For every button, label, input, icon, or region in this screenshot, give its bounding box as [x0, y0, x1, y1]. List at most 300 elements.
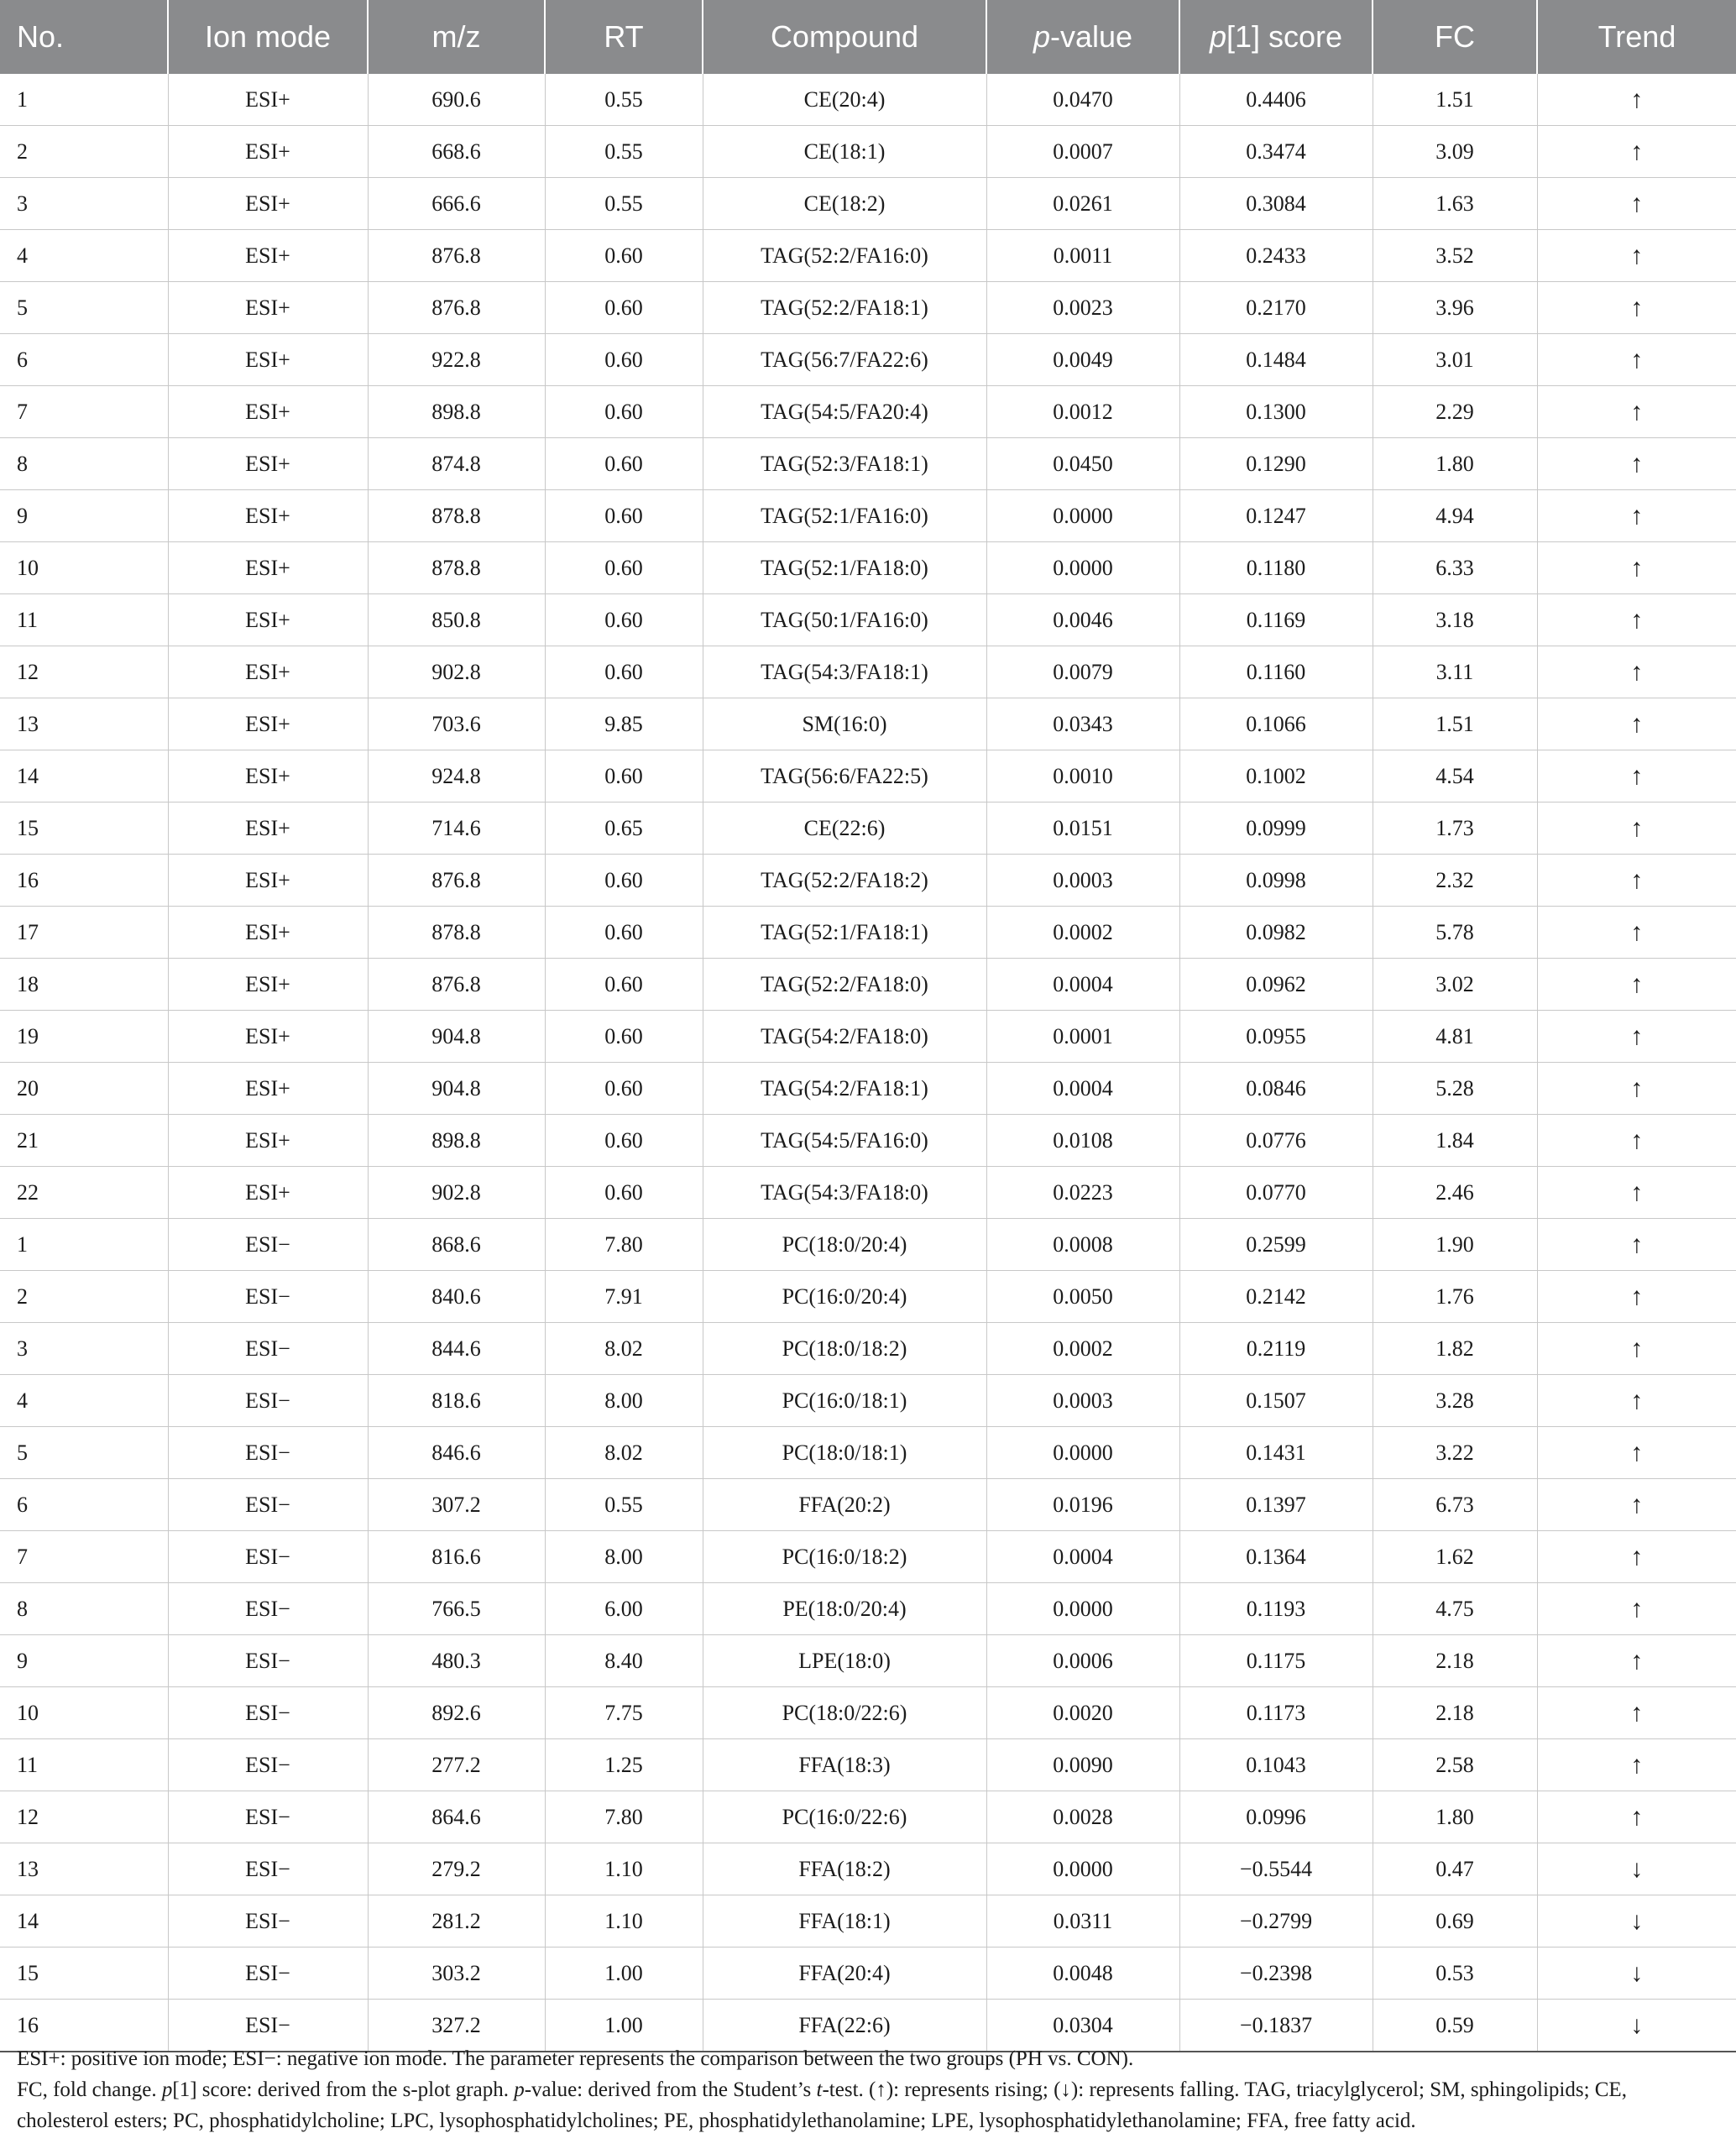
cell-trend: ↑ [1537, 698, 1736, 750]
cell-ion-mode: ESI+ [168, 594, 368, 646]
cell-p-value: 0.0000 [986, 490, 1179, 542]
cell-rt: 0.55 [545, 126, 703, 178]
header-fc-label: FC [1435, 19, 1475, 54]
header-p1-score-italic: p [1209, 19, 1226, 54]
cell-ion-mode: ESI− [168, 1531, 368, 1583]
cell-rt: 0.60 [545, 438, 703, 490]
cell-p1-score: 0.1002 [1179, 750, 1373, 803]
cell-rt: 8.00 [545, 1531, 703, 1583]
cell-no: 2 [0, 126, 168, 178]
cell-p-value: 0.0079 [986, 646, 1179, 698]
cell-p-value: 0.0050 [986, 1271, 1179, 1323]
cell-fc: 0.59 [1373, 2000, 1537, 2052]
cell-p1-score: −0.2799 [1179, 1895, 1373, 1947]
table-row [0, 1063, 1736, 1115]
cell-mz: 892.6 [368, 1687, 545, 1739]
cell-ion-mode: ESI+ [168, 1115, 368, 1167]
cell-trend: ↑ [1537, 1739, 1736, 1791]
cell-rt: 9.85 [545, 698, 703, 750]
cell-trend: ↑ [1537, 334, 1736, 386]
cell-ion-mode: ESI− [168, 1583, 368, 1635]
cell-trend: ↑ [1537, 750, 1736, 803]
cell-p-value: 0.0002 [986, 1323, 1179, 1375]
cell-compound: TAG(54:3/FA18:0) [703, 1167, 986, 1219]
cell-fc: 3.11 [1373, 646, 1537, 698]
cell-fc: 0.69 [1373, 1895, 1537, 1947]
cell-no: 2 [0, 1271, 168, 1323]
cell-p-value: 0.0011 [986, 230, 1179, 282]
cell-mz: 922.8 [368, 334, 545, 386]
cell-ion-mode: ESI− [168, 1271, 368, 1323]
cell-fc: 1.80 [1373, 1791, 1537, 1843]
cell-trend: ↑ [1537, 1219, 1736, 1271]
cell-p-value: 0.0012 [986, 386, 1179, 438]
header-rt [545, 0, 703, 74]
cell-rt: 0.60 [545, 1063, 703, 1115]
cell-ion-mode: ESI− [168, 1947, 368, 2000]
cell-p-value: 0.0090 [986, 1739, 1179, 1791]
cell-trend: ↑ [1537, 1687, 1736, 1739]
cell-ion-mode: ESI+ [168, 282, 368, 334]
cell-trend: ↑ [1537, 1115, 1736, 1167]
cell-compound: PC(16:0/18:2) [703, 1531, 986, 1583]
cell-compound: PE(18:0/20:4) [703, 1583, 986, 1635]
cell-rt: 0.60 [545, 594, 703, 646]
cell-p1-score: 0.4406 [1179, 74, 1373, 126]
cell-rt: 1.10 [545, 1843, 703, 1895]
cell-p-value: 0.0003 [986, 855, 1179, 907]
cell-mz: 904.8 [368, 1063, 545, 1115]
cell-p1-score: 0.0982 [1179, 907, 1373, 959]
cell-rt: 0.55 [545, 1479, 703, 1531]
cell-mz: 690.6 [368, 74, 545, 126]
footnote-segment: [1] score: derived from the s-plot graph. [172, 2078, 515, 2101]
cell-mz: 668.6 [368, 126, 545, 178]
cell-ion-mode: ESI− [168, 1375, 368, 1427]
table-row [0, 907, 1736, 959]
cell-p-value: 0.0002 [986, 907, 1179, 959]
cell-rt: 0.55 [545, 74, 703, 126]
cell-p1-score: 0.1169 [1179, 594, 1373, 646]
cell-no: 11 [0, 594, 168, 646]
footnote-segment: p [161, 2078, 173, 2101]
cell-trend: ↑ [1537, 1479, 1736, 1531]
cell-no: 11 [0, 1739, 168, 1791]
cell-ion-mode: ESI+ [168, 959, 368, 1011]
cell-no: 1 [0, 1219, 168, 1271]
table-row [0, 230, 1736, 282]
cell-mz: 864.6 [368, 1791, 545, 1843]
cell-compound: PC(18:0/20:4) [703, 1219, 986, 1271]
cell-trend: ↑ [1537, 803, 1736, 855]
cell-fc: 3.28 [1373, 1375, 1537, 1427]
table-row [0, 646, 1736, 698]
cell-compound: TAG(54:2/FA18:0) [703, 1011, 986, 1063]
cell-trend: ↑ [1537, 282, 1736, 334]
cell-compound: PC(18:0/18:2) [703, 1323, 986, 1375]
cell-fc: 1.73 [1373, 803, 1537, 855]
cell-no: 22 [0, 1167, 168, 1219]
cell-p-value: 0.0049 [986, 334, 1179, 386]
cell-ion-mode: ESI− [168, 1843, 368, 1895]
cell-ion-mode: ESI+ [168, 230, 368, 282]
cell-no: 15 [0, 1947, 168, 2000]
header-mz-label: m/z [431, 19, 481, 54]
table-body [0, 74, 1736, 2052]
cell-p1-score: 0.1300 [1179, 386, 1373, 438]
cell-rt: 7.91 [545, 1271, 703, 1323]
cell-fc: 1.90 [1373, 1219, 1537, 1271]
cell-rt: 7.80 [545, 1791, 703, 1843]
cell-compound: CE(18:1) [703, 126, 986, 178]
cell-trend: ↑ [1537, 126, 1736, 178]
cell-trend: ↑ [1537, 594, 1736, 646]
cell-fc: 3.02 [1373, 959, 1537, 1011]
cell-fc: 1.63 [1373, 178, 1537, 230]
cell-p1-score: 0.2142 [1179, 1271, 1373, 1323]
cell-ion-mode: ESI+ [168, 907, 368, 959]
header-ion-mode-label: Ion mode [204, 19, 332, 54]
cell-no: 6 [0, 1479, 168, 1531]
cell-trend: ↑ [1537, 1375, 1736, 1427]
cell-trend: ↓ [1537, 1895, 1736, 1947]
cell-ion-mode: ESI+ [168, 803, 368, 855]
cell-rt: 0.60 [545, 230, 703, 282]
cell-trend: ↑ [1537, 230, 1736, 282]
cell-compound: LPE(18:0) [703, 1635, 986, 1687]
cell-p-value: 0.0003 [986, 1375, 1179, 1427]
footnote-abbreviations [17, 2074, 1721, 2136]
cell-fc: 2.32 [1373, 855, 1537, 907]
cell-compound: TAG(52:1/FA16:0) [703, 490, 986, 542]
cell-no: 13 [0, 698, 168, 750]
cell-p-value: 0.0108 [986, 1115, 1179, 1167]
cell-ion-mode: ESI− [168, 1687, 368, 1739]
cell-mz: 924.8 [368, 750, 545, 803]
cell-mz: 327.2 [368, 2000, 545, 2052]
cell-p1-score: 0.0998 [1179, 855, 1373, 907]
cell-fc: 2.58 [1373, 1739, 1537, 1791]
footnote-segment: FC, fold change. [17, 2078, 162, 2101]
cell-p-value: 0.0007 [986, 126, 1179, 178]
cell-ion-mode: ESI− [168, 1219, 368, 1271]
cell-trend: ↑ [1537, 1583, 1736, 1635]
table-row [0, 1583, 1736, 1635]
cell-fc: 2.46 [1373, 1167, 1537, 1219]
table-row [0, 490, 1736, 542]
cell-mz: 904.8 [368, 1011, 545, 1063]
cell-compound: PC(18:0/18:1) [703, 1427, 986, 1479]
footnote-segment: -test. (↑): represents rising; (↓): represents falling. TAG, triacylglycerol; SM, sphingolipids; CE, cholesterol esters; PC, phosphatidylcholine; LPC, lysophosphatidylcholines; PE, phosphatidylethanolamine; LPE, lysophosphatidylethanolamine; FFA, free fatty acid. [17, 2078, 1627, 2132]
cell-fc: 1.62 [1373, 1531, 1537, 1583]
cell-p1-score: 0.2119 [1179, 1323, 1373, 1375]
table-row [0, 1219, 1736, 1271]
cell-p1-score: 0.2170 [1179, 282, 1373, 334]
cell-compound: CE(22:6) [703, 803, 986, 855]
table-row [0, 74, 1736, 126]
cell-compound: FFA(18:1) [703, 1895, 986, 1947]
cell-no: 17 [0, 907, 168, 959]
cell-fc: 4.75 [1373, 1583, 1537, 1635]
cell-trend: ↑ [1537, 438, 1736, 490]
header-p1-score [1179, 0, 1373, 74]
cell-ion-mode: ESI− [168, 1739, 368, 1791]
cell-ion-mode: ESI+ [168, 1167, 368, 1219]
cell-p-value: 0.0000 [986, 1583, 1179, 1635]
cell-rt: 0.60 [545, 750, 703, 803]
cell-p-value: 0.0343 [986, 698, 1179, 750]
cell-trend: ↑ [1537, 907, 1736, 959]
cell-mz: 898.8 [368, 1115, 545, 1167]
cell-p1-score: 0.1507 [1179, 1375, 1373, 1427]
cell-fc: 3.96 [1373, 282, 1537, 334]
cell-trend: ↑ [1537, 1063, 1736, 1115]
cell-ion-mode: ESI− [168, 1479, 368, 1531]
cell-fc: 2.18 [1373, 1635, 1537, 1687]
cell-fc: 2.18 [1373, 1687, 1537, 1739]
cell-trend: ↑ [1537, 1011, 1736, 1063]
table-row [0, 282, 1736, 334]
cell-compound: FFA(22:6) [703, 2000, 986, 2052]
cell-rt: 0.60 [545, 386, 703, 438]
cell-trend: ↑ [1537, 855, 1736, 907]
cell-compound: TAG(50:1/FA16:0) [703, 594, 986, 646]
cell-ion-mode: ESI− [168, 1635, 368, 1687]
cell-no: 14 [0, 750, 168, 803]
cell-p1-score: 0.1290 [1179, 438, 1373, 490]
cell-no: 8 [0, 1583, 168, 1635]
table-row [0, 1843, 1736, 1895]
cell-trend: ↓ [1537, 1947, 1736, 2000]
cell-p1-score: 0.1364 [1179, 1531, 1373, 1583]
footnote-segment: -value: derived from the Student’s [524, 2078, 817, 2101]
cell-compound: TAG(56:7/FA22:6) [703, 334, 986, 386]
table-row [0, 178, 1736, 230]
cell-mz: 878.8 [368, 542, 545, 594]
cell-no: 9 [0, 1635, 168, 1687]
cell-rt: 8.00 [545, 1375, 703, 1427]
cell-mz: 876.8 [368, 855, 545, 907]
cell-no: 7 [0, 386, 168, 438]
cell-no: 5 [0, 1427, 168, 1479]
table-row [0, 1375, 1736, 1427]
cell-fc: 3.22 [1373, 1427, 1537, 1479]
cell-rt: 1.25 [545, 1739, 703, 1791]
cell-p1-score: −0.2398 [1179, 1947, 1373, 2000]
cell-rt: 8.40 [545, 1635, 703, 1687]
cell-trend: ↓ [1537, 1843, 1736, 1895]
cell-mz: 840.6 [368, 1271, 545, 1323]
cell-p1-score: −0.1837 [1179, 2000, 1373, 2052]
cell-mz: 876.8 [368, 959, 545, 1011]
cell-rt: 0.60 [545, 1167, 703, 1219]
cell-mz: 281.2 [368, 1895, 545, 1947]
cell-p1-score: 0.1173 [1179, 1687, 1373, 1739]
cell-p-value: 0.0261 [986, 178, 1179, 230]
cell-trend: ↑ [1537, 1427, 1736, 1479]
cell-ion-mode: ESI+ [168, 646, 368, 698]
cell-mz: 902.8 [368, 1167, 545, 1219]
cell-mz: 874.8 [368, 438, 545, 490]
cell-mz: 277.2 [368, 1739, 545, 1791]
cell-mz: 876.8 [368, 282, 545, 334]
cell-fc: 1.82 [1373, 1323, 1537, 1375]
cell-p1-score: 0.1180 [1179, 542, 1373, 594]
table-row [0, 1895, 1736, 1947]
header-p-value-label: -value [1049, 19, 1133, 54]
cell-p1-score: 0.0955 [1179, 1011, 1373, 1063]
header-mz [368, 0, 545, 74]
cell-p1-score: 0.0999 [1179, 803, 1373, 855]
cell-p-value: 0.0008 [986, 1219, 1179, 1271]
cell-compound: PC(18:0/22:6) [703, 1687, 986, 1739]
footnote-ion-mode: ESI+: positive ion mode; ESI−: negative ion mode. The parameter represents the comparison between the two groups (PH vs. CON). [17, 2047, 1134, 2070]
cell-p1-score: 0.0996 [1179, 1791, 1373, 1843]
cell-p-value: 0.0000 [986, 1427, 1179, 1479]
cell-fc: 3.52 [1373, 230, 1537, 282]
cell-no: 14 [0, 1895, 168, 1947]
cell-rt: 8.02 [545, 1427, 703, 1479]
cell-trend: ↑ [1537, 1323, 1736, 1375]
table-row [0, 126, 1736, 178]
cell-trend: ↑ [1537, 542, 1736, 594]
table-row [0, 1947, 1736, 2000]
cell-no: 18 [0, 959, 168, 1011]
table-row [0, 1635, 1736, 1687]
cell-mz: 279.2 [368, 1843, 545, 1895]
cell-p-value: 0.0004 [986, 1063, 1179, 1115]
cell-no: 6 [0, 334, 168, 386]
header-no [0, 0, 168, 74]
cell-p1-score: 0.1193 [1179, 1583, 1373, 1635]
footnote-segment: p [514, 2078, 525, 2101]
table-row [0, 386, 1736, 438]
cell-ion-mode: ESI+ [168, 750, 368, 803]
cell-mz: 816.6 [368, 1531, 545, 1583]
cell-no: 16 [0, 2000, 168, 2052]
cell-ion-mode: ESI+ [168, 542, 368, 594]
table-row [0, 1167, 1736, 1219]
cell-ion-mode: ESI− [168, 2000, 368, 2052]
cell-rt: 0.55 [545, 178, 703, 230]
cell-ion-mode: ESI+ [168, 1063, 368, 1115]
cell-trend: ↑ [1537, 1271, 1736, 1323]
cell-rt: 6.00 [545, 1583, 703, 1635]
cell-fc: 6.33 [1373, 542, 1537, 594]
cell-compound: TAG(52:2/FA18:0) [703, 959, 986, 1011]
header-p-value [986, 0, 1179, 74]
cell-fc: 1.80 [1373, 438, 1537, 490]
table-row [0, 594, 1736, 646]
table-row [0, 1011, 1736, 1063]
table-row [0, 855, 1736, 907]
cell-trend: ↑ [1537, 490, 1736, 542]
cell-fc: 5.28 [1373, 1063, 1537, 1115]
cell-ion-mode: ESI+ [168, 126, 368, 178]
cell-trend: ↑ [1537, 646, 1736, 698]
cell-p-value: 0.0001 [986, 1011, 1179, 1063]
cell-p1-score: 0.3474 [1179, 126, 1373, 178]
table-row [0, 1271, 1736, 1323]
table-row [0, 698, 1736, 750]
cell-no: 10 [0, 542, 168, 594]
cell-mz: 878.8 [368, 490, 545, 542]
cell-rt: 0.60 [545, 334, 703, 386]
table-row [0, 1687, 1736, 1739]
cell-compound: PC(16:0/22:6) [703, 1791, 986, 1843]
cell-ion-mode: ESI+ [168, 855, 368, 907]
cell-p-value: 0.0223 [986, 1167, 1179, 1219]
cell-trend: ↑ [1537, 386, 1736, 438]
cell-p1-score: 0.2599 [1179, 1219, 1373, 1271]
cell-mz: 898.8 [368, 386, 545, 438]
cell-rt: 1.00 [545, 2000, 703, 2052]
cell-trend: ↑ [1537, 1531, 1736, 1583]
table-row [0, 1323, 1736, 1375]
cell-p-value: 0.0023 [986, 282, 1179, 334]
cell-compound: FFA(20:4) [703, 1947, 986, 2000]
cell-mz: 480.3 [368, 1635, 545, 1687]
cell-p1-score: 0.3084 [1179, 178, 1373, 230]
table-row [0, 334, 1736, 386]
cell-no: 8 [0, 438, 168, 490]
table-row [0, 1479, 1736, 1531]
cell-p1-score: 0.0776 [1179, 1115, 1373, 1167]
cell-trend: ↑ [1537, 74, 1736, 126]
cell-p-value: 0.0020 [986, 1687, 1179, 1739]
cell-compound: TAG(52:2/FA16:0) [703, 230, 986, 282]
cell-p1-score: 0.1043 [1179, 1739, 1373, 1791]
cell-fc: 1.76 [1373, 1271, 1537, 1323]
cell-rt: 0.65 [545, 803, 703, 855]
table-row [0, 438, 1736, 490]
table-row [0, 1791, 1736, 1843]
cell-p-value: 0.0004 [986, 959, 1179, 1011]
cell-mz: 818.6 [368, 1375, 545, 1427]
cell-compound: FFA(18:3) [703, 1739, 986, 1791]
cell-mz: 303.2 [368, 1947, 545, 2000]
cell-ion-mode: ESI+ [168, 1011, 368, 1063]
cell-mz: 902.8 [368, 646, 545, 698]
cell-p1-score: 0.1484 [1179, 334, 1373, 386]
cell-p1-score: 0.0770 [1179, 1167, 1373, 1219]
cell-rt: 0.60 [545, 282, 703, 334]
table-row [0, 1739, 1736, 1791]
cell-ion-mode: ESI− [168, 1791, 368, 1843]
cell-p1-score: 0.1066 [1179, 698, 1373, 750]
cell-ion-mode: ESI− [168, 1323, 368, 1375]
cell-fc: 6.73 [1373, 1479, 1537, 1531]
cell-p-value: 0.0470 [986, 74, 1179, 126]
cell-trend: ↑ [1537, 178, 1736, 230]
cell-p-value: 0.0151 [986, 803, 1179, 855]
header-p-value-italic: p [1033, 19, 1050, 54]
header-trend [1537, 0, 1736, 74]
cell-mz: 703.6 [368, 698, 545, 750]
cell-no: 4 [0, 1375, 168, 1427]
cell-mz: 666.6 [368, 178, 545, 230]
cell-mz: 714.6 [368, 803, 545, 855]
cell-compound: PC(16:0/20:4) [703, 1271, 986, 1323]
header-compound [703, 0, 986, 74]
cell-ion-mode: ESI+ [168, 386, 368, 438]
cell-rt: 1.00 [545, 1947, 703, 2000]
table-row [0, 542, 1736, 594]
cell-rt: 1.10 [545, 1895, 703, 1947]
cell-fc: 1.84 [1373, 1115, 1537, 1167]
cell-p-value: 0.0000 [986, 1843, 1179, 1895]
cell-p-value: 0.0010 [986, 750, 1179, 803]
